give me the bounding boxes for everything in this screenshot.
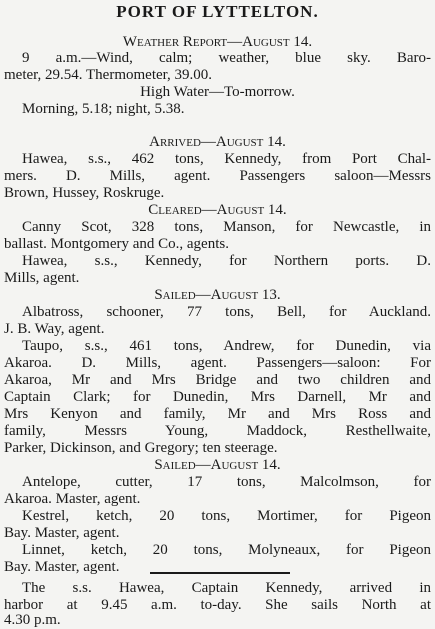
text-line: Akaroa. Master, agent. [4, 491, 141, 507]
heading-sailed-aug-13: Sailed—August 13. [154, 287, 281, 303]
text-line: family, Messrs Young, Maddock, Resthellwaite, [4, 423, 431, 439]
section-divider [150, 572, 290, 574]
text-line: 9 a.m.—Wind, calm; weather, blue sky. Baro- [22, 50, 431, 66]
text-line: The s.s. Hawea, Captain Kennedy, arrived in [22, 580, 431, 596]
text-line: 4.30 p.m. [4, 612, 61, 628]
text-line: Linnet, ketch, 20 tons, Molyneaux, for Pigeon [22, 542, 431, 558]
text-line: Hawea, s.s., Kennedy, for Northern ports. D. [22, 253, 431, 269]
text-line: Taupo, s.s., 461 tons, Andrew, for Dunedin, via [22, 338, 431, 354]
text-line: Mrs Kenyon and family, Mr and Mrs Ross and [4, 406, 431, 422]
text-line: Hawea, s.s., 462 tons, Kennedy, from Port Chal- [22, 151, 431, 167]
text-line: Akaroa, Mr and Mrs Bridge and two children and [4, 372, 431, 388]
heading-arrived: Arrived—August 14. [149, 134, 286, 150]
text-line: Antelope, cutter, 17 tons, Malcolmson, for [22, 474, 431, 490]
text-line: Canny Scot, 328 tons, Manson, for Newcastle, in [22, 219, 431, 235]
text-line: Kestrel, ketch, 20 tons, Mortimer, for Pigeon [22, 508, 431, 524]
text-line: Albatross, schooner, 77 tons, Bell, for Auckland. [22, 304, 431, 320]
heading-cleared: Cleared—August 14. [148, 202, 287, 218]
text-line: meter, 29.54. Thermometer, 39.00. [4, 67, 213, 83]
text-line: Bay. Master, agent. [4, 525, 120, 541]
page-title: PORT OF LYTTELTON. [116, 2, 319, 21]
text-line: J. B. Way, agent. [4, 321, 105, 337]
text-line: mers. D. Mills, agent. Passengers saloon—Messrs [4, 168, 431, 184]
heading-weather-report: Weather Report—August 14. [122, 34, 313, 50]
heading-high-water: High Water—To-morrow. [140, 84, 295, 100]
text-line: Parker, Dickinson, and Gregory; ten steerage. [4, 440, 278, 456]
text-line: harbor at 9.45 a.m. to-day. She sails North at [4, 597, 431, 613]
heading-sailed-aug-14: Sailed—August 14. [154, 457, 281, 473]
text-line: Akaroa. D. Mills, agent. Passengers—saloon: For [4, 355, 431, 371]
text-line: Morning, 5.18; night, 5.38. [22, 101, 185, 117]
text-line: ballast. Montgomery and Co., agents. [4, 236, 229, 252]
text-line: Mills, agent. [4, 270, 80, 286]
text-line: Captain Clark; for Dunedin, Mrs Darnell, Mr and [4, 389, 431, 405]
text-line: Bay. Master, agent. [4, 559, 120, 575]
text-line: Brown, Hussey, Roskruge. [4, 185, 165, 201]
